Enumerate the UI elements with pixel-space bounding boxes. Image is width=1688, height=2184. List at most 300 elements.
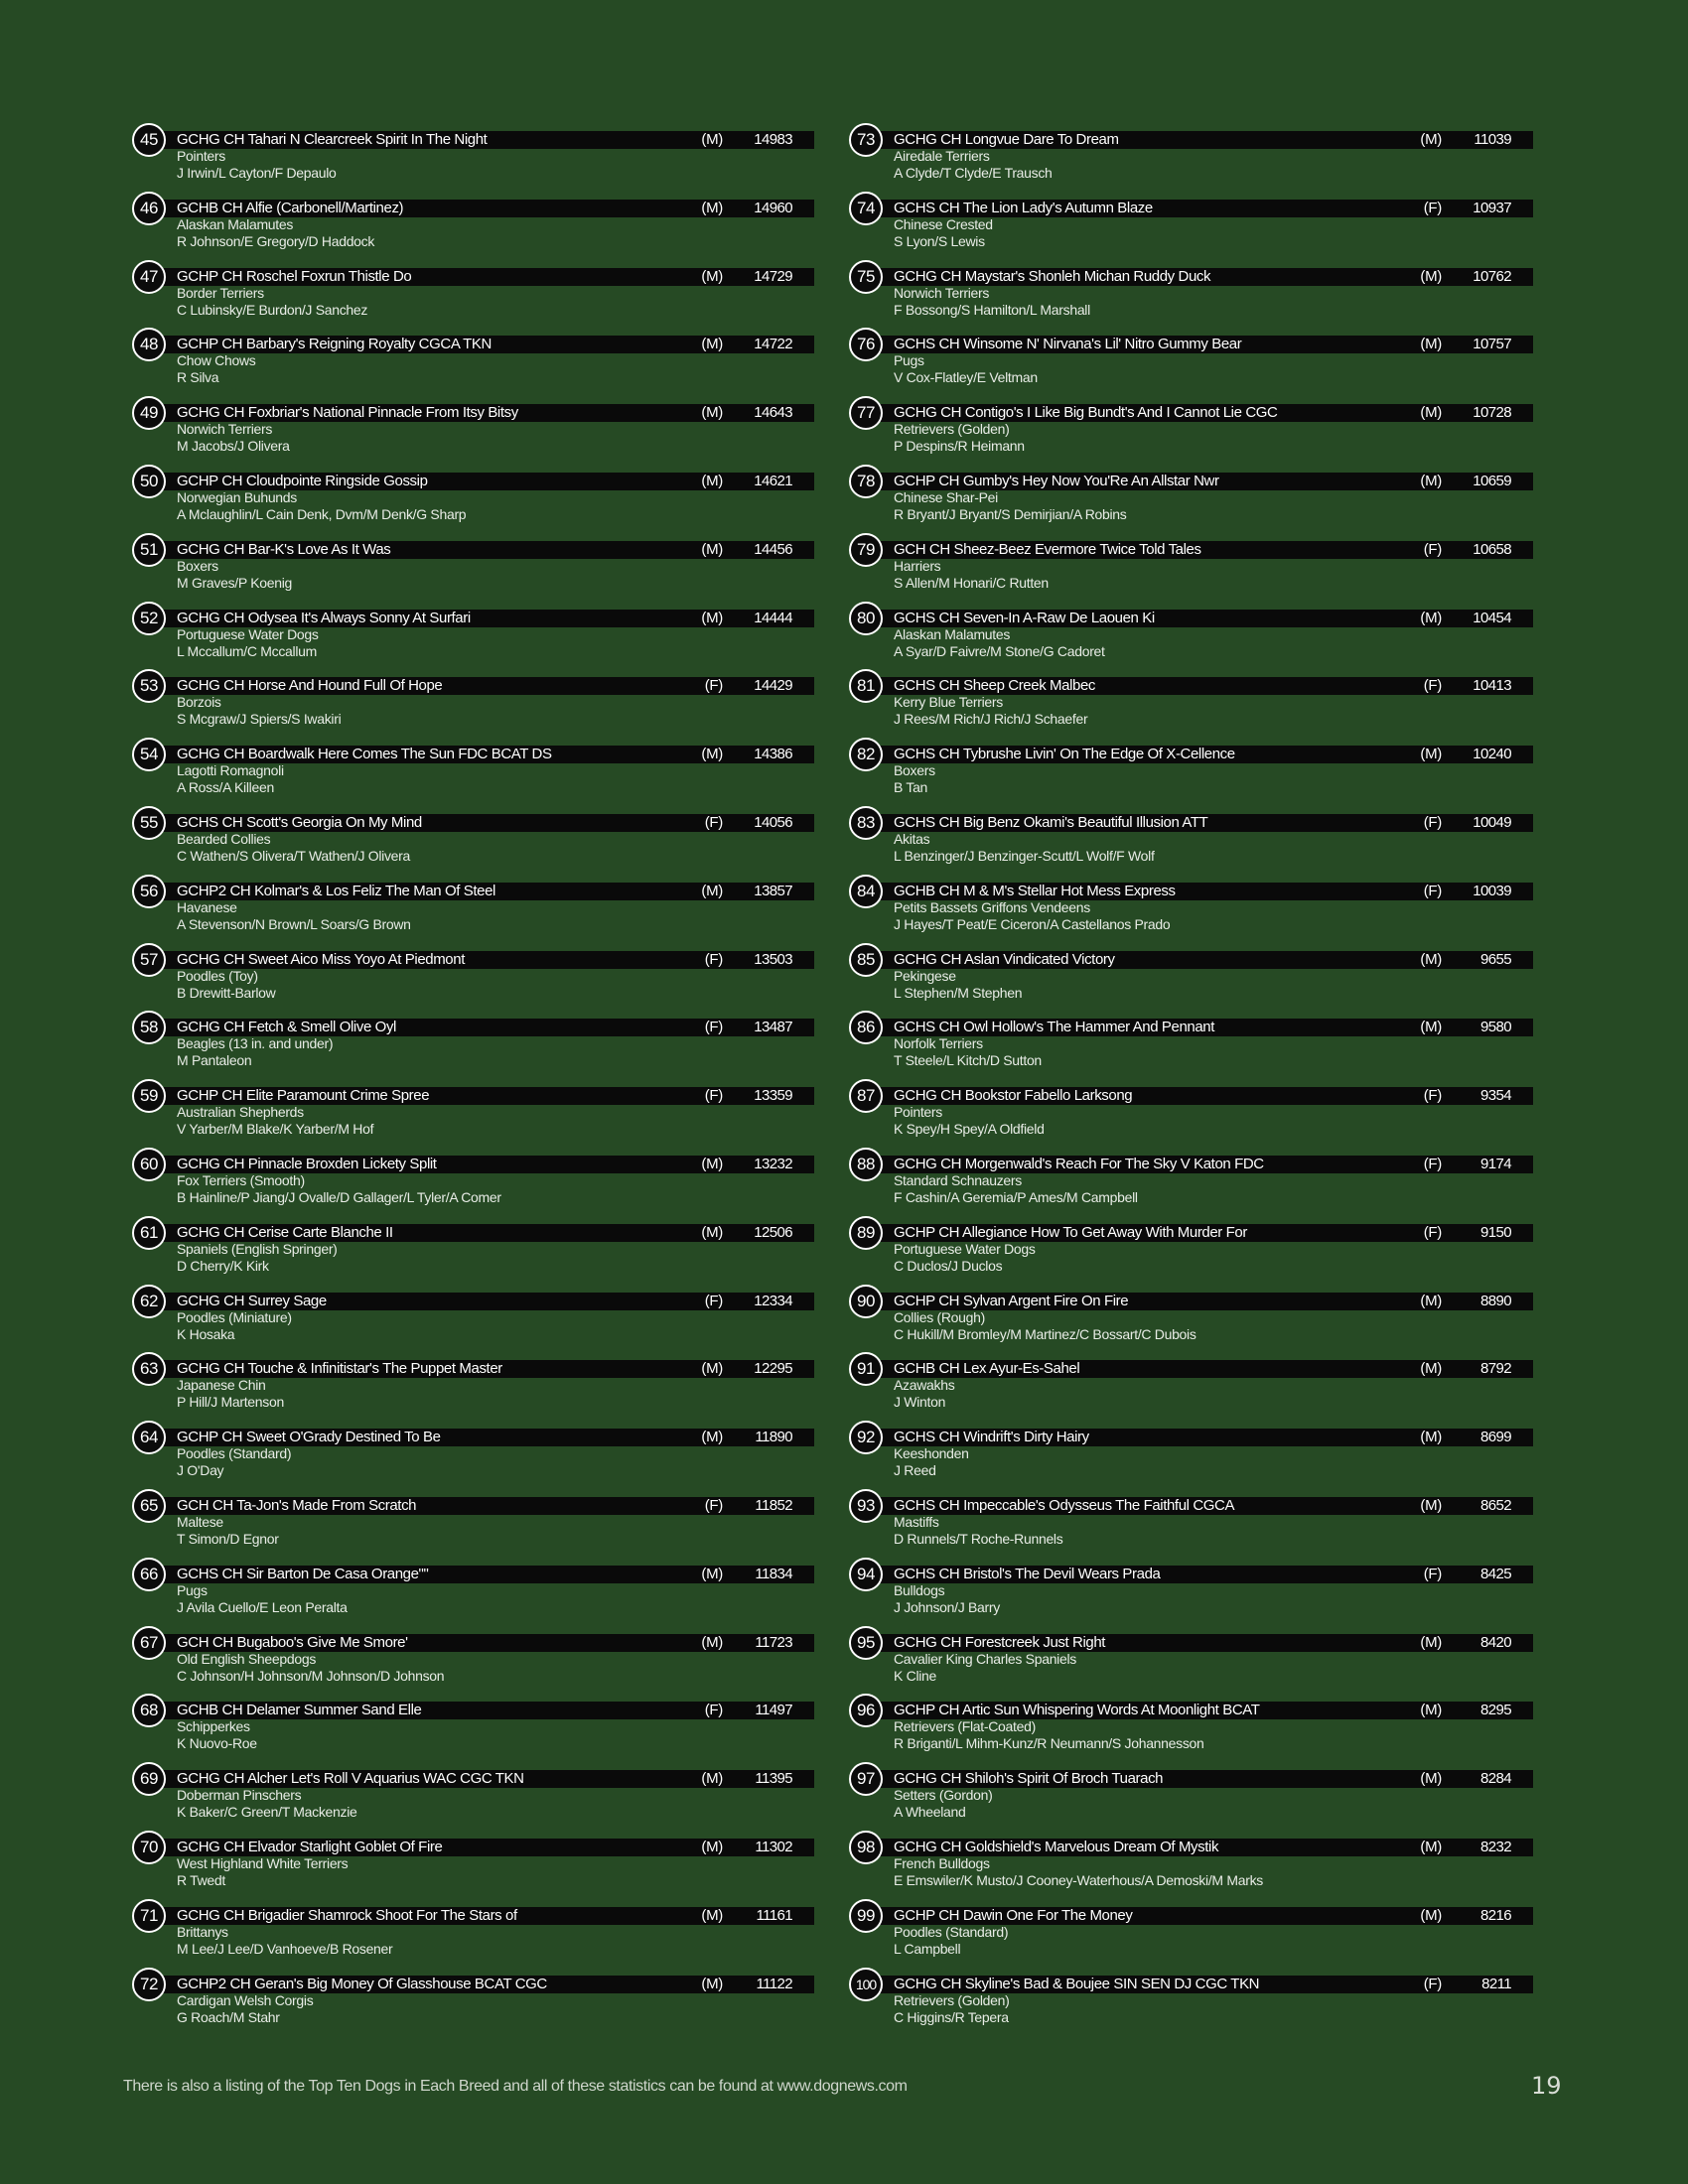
dog-name: GCH CH Ta-Jon's Made From Scratch: [177, 1496, 417, 1514]
rank-badge: 84: [849, 875, 883, 908]
dog-name: GCHP CH Artic Sun Whispering Words At Moonlight BCAT: [894, 1702, 1260, 1719]
points-value: 14960: [754, 199, 792, 216]
points-value: 11161: [756, 1906, 792, 1924]
sex-label: (M): [701, 131, 723, 148]
sex-label: (M): [701, 609, 723, 626]
ranking-entry: [129, 1489, 814, 1558]
points-value: 14056: [754, 813, 792, 831]
sex-label: (M): [701, 1770, 723, 1788]
owners-label: R Bryant/J Bryant/S Demirjian/A Robins: [894, 505, 1127, 522]
ranking-entry: [846, 875, 1533, 943]
points-value: 10659: [1473, 472, 1511, 489]
breed-label: Portuguese Water Dogs: [894, 1240, 1036, 1257]
rank-badge: 91: [849, 1352, 883, 1386]
sex-label: (F): [704, 950, 723, 968]
dog-name: GCHS CH Scott's Georgia On My Mind: [177, 813, 422, 831]
rank-badge: 95: [849, 1626, 883, 1660]
breed-label: Pointers: [894, 1104, 942, 1121]
breed-label: Keeshonden: [894, 1445, 969, 1462]
owners-label: B Drewitt-Barlow: [177, 984, 276, 1001]
sex-label: (F): [704, 1496, 723, 1514]
ranking-entry: [846, 1079, 1533, 1148]
owners-label: L Campbell: [894, 1940, 961, 1957]
breed-label: Kerry Blue Terriers: [894, 694, 1003, 711]
ranking-entry: [129, 1558, 814, 1626]
breed-label: Norwegian Buhunds: [177, 488, 297, 505]
points-value: 13857: [754, 882, 792, 899]
dog-name: GCHG CH Longvue Dare To Dream: [894, 131, 1119, 148]
breed-label: West Highland White Terriers: [177, 1854, 349, 1871]
ranking-entry: [846, 1968, 1533, 2036]
rank-badge: 66: [132, 1558, 166, 1591]
owners-label: C Duclos/J Duclos: [894, 1257, 1003, 1274]
owners-label: J Winton: [894, 1394, 946, 1411]
dog-name: GCHG CH Touche & Infinitistar's The Puppet Master: [177, 1360, 502, 1378]
rank-badge: 69: [132, 1762, 166, 1796]
breed-label: Borzois: [177, 694, 221, 711]
sex-label: (M): [1420, 1429, 1442, 1446]
owners-label: S Mcgraw/J Spiers/S Iwakiri: [177, 711, 342, 728]
dog-name: GCHG CH Goldshield's Marvelous Dream Of Mystik: [894, 1838, 1219, 1855]
breed-label: Beagles (13 in. and under): [177, 1035, 334, 1052]
ranking-entry: [846, 1694, 1533, 1762]
ranking-entry: [846, 669, 1533, 738]
sex-label: (M): [1420, 1496, 1442, 1514]
ranking-entry: [846, 806, 1533, 875]
rank-badge: 88: [849, 1148, 883, 1181]
points-value: 10937: [1473, 199, 1511, 216]
dog-name: GCHS CH Big Benz Okami's Beautiful Illusion ATT: [894, 813, 1208, 831]
dog-name: GCHP CH Gumby's Hey Now You'Re An Allstar Nwr: [894, 472, 1219, 489]
breed-label: Bearded Collies: [177, 830, 271, 847]
points-value: 12334: [754, 1292, 792, 1309]
rank-badge: 54: [132, 738, 166, 771]
ranking-entry: [846, 1421, 1533, 1489]
points-value: 8425: [1480, 1565, 1511, 1582]
rank-badge: 64: [132, 1421, 166, 1454]
sex-label: (M): [701, 1633, 723, 1651]
owners-label: T Simon/D Egnor: [177, 1530, 279, 1547]
points-value: 10039: [1473, 882, 1511, 899]
breed-label: Akitas: [894, 830, 930, 847]
sex-label: (F): [1423, 540, 1442, 558]
rank-badge: 87: [849, 1079, 883, 1113]
breed-label: Australian Shepherds: [177, 1104, 304, 1121]
sex-label: (M): [1420, 1702, 1442, 1719]
dog-name: GCHS CH The Lion Lady's Autumn Blaze: [894, 199, 1153, 216]
breed-label: Poodles (Toy): [177, 967, 258, 984]
dog-name: GCH CH Bugaboo's Give Me Smore': [177, 1633, 408, 1651]
dog-name: GCHG CH Aslan Vindicated Victory: [894, 950, 1115, 968]
points-value: 13487: [754, 1019, 792, 1036]
points-value: 10757: [1473, 336, 1511, 353]
ranking-entry: [129, 1899, 814, 1968]
owners-label: K Nuovo-Roe: [177, 1735, 257, 1752]
points-value: 8890: [1480, 1292, 1511, 1309]
sex-label: (F): [704, 1702, 723, 1719]
dog-name: GCH CH Sheez-Beez Evermore Twice Told Tales: [894, 540, 1201, 558]
ranking-entry: [129, 396, 814, 465]
rank-badge: 80: [849, 602, 883, 635]
rank-badge: 99: [849, 1899, 883, 1933]
sex-label: (F): [1423, 813, 1442, 831]
dog-name: GCHG CH Shiloh's Spirit Of Broch Tuarach: [894, 1770, 1164, 1788]
sex-label: (M): [1420, 1360, 1442, 1378]
ranking-entry: [129, 1968, 814, 2036]
page-number: 19: [1531, 2072, 1562, 2100]
ranking-entry: [846, 396, 1533, 465]
dog-name: GCHG CH Tahari N Clearcreek Spirit In The Night: [177, 131, 488, 148]
ranking-entry: [846, 192, 1533, 260]
owners-label: E Emswiler/K Musto/J Cooney-Waterhous/A Demoski/M Marks: [894, 1871, 1263, 1888]
breed-label: Poodles (Standard): [894, 1923, 1009, 1940]
points-value: 8699: [1480, 1429, 1511, 1446]
ranking-entry: [129, 533, 814, 602]
points-value: 8295: [1480, 1702, 1511, 1719]
sex-label: (F): [704, 1019, 723, 1036]
ranking-entry: [846, 1558, 1533, 1626]
ranking-entry: [846, 123, 1533, 192]
points-value: 11497: [755, 1702, 792, 1719]
owners-label: V Cox-Flatley/E Veltman: [894, 369, 1038, 386]
rank-badge: 52: [132, 602, 166, 635]
owners-label: C Higgins/R Tepera: [894, 2008, 1009, 2025]
dog-name: GCHP CH Sylvan Argent Fire On Fire: [894, 1292, 1129, 1309]
points-value: 14444: [754, 609, 792, 626]
ranking-entry: [129, 260, 814, 329]
ranking-entry: [129, 1831, 814, 1899]
rank-badge: 94: [849, 1558, 883, 1591]
points-value: 11302: [755, 1838, 792, 1855]
points-value: 9580: [1480, 1019, 1511, 1036]
sex-label: (M): [1420, 746, 1442, 763]
rank-badge: 75: [849, 260, 883, 294]
breed-label: Poodles (Miniature): [177, 1308, 292, 1325]
owners-label: K Baker/C Green/T Mackenzie: [177, 1804, 357, 1821]
owners-label: R Silva: [177, 369, 219, 386]
sex-label: (M): [701, 746, 723, 763]
dog-name: GCHS CH Windrift's Dirty Hairy: [894, 1429, 1089, 1446]
dog-name: GCHG CH Bar-K's Love As It Was: [177, 540, 391, 558]
dog-name: GCHG CH Forestcreek Just Right: [894, 1633, 1106, 1651]
points-value: 8211: [1481, 1975, 1511, 1992]
sex-label: (M): [701, 267, 723, 285]
breed-label: Boxers: [177, 557, 218, 574]
breed-label: Doberman Pinschers: [177, 1787, 302, 1804]
ranking-entry: [129, 1216, 814, 1285]
dog-name: GCHS CH Bristol's The Devil Wears Prada: [894, 1565, 1161, 1582]
rank-badge: 62: [132, 1285, 166, 1318]
points-value: 8284: [1480, 1770, 1511, 1788]
sex-label: (F): [1423, 1223, 1442, 1241]
rank-badge: 79: [849, 533, 883, 567]
sex-label: (F): [1423, 882, 1442, 899]
breed-label: Harriers: [894, 557, 941, 574]
owners-label: J Rees/M Rich/J Rich/J Schaefer: [894, 711, 1088, 728]
rank-badge: 55: [132, 806, 166, 840]
dog-name: GCHG CH Maystar's Shonleh Michan Ruddy Duck: [894, 267, 1211, 285]
dog-name: GCHG CH Pinnacle Broxden Lickety Split: [177, 1155, 437, 1172]
sex-label: (M): [1420, 609, 1442, 626]
rank-badge: 83: [849, 806, 883, 840]
sex-label: (M): [1420, 267, 1442, 285]
points-value: 14983: [754, 131, 792, 148]
breed-label: Azawakhs: [894, 1377, 955, 1394]
owners-label: J Reed: [894, 1462, 936, 1479]
owners-label: C Hukill/M Bromley/M Martinez/C Bossart/C Dubois: [894, 1325, 1196, 1342]
points-value: 14722: [754, 336, 792, 353]
sex-label: (M): [701, 1155, 723, 1172]
ranking-entry: [846, 465, 1533, 533]
sex-label: (M): [1420, 950, 1442, 968]
rank-badge: 47: [132, 260, 166, 294]
breed-label: Boxers: [894, 762, 935, 779]
points-value: 9150: [1480, 1223, 1511, 1241]
points-value: 9174: [1480, 1155, 1511, 1172]
sex-label: (F): [1423, 199, 1442, 216]
breed-label: Chow Chows: [177, 352, 256, 369]
owners-label: G Roach/M Stahr: [177, 2008, 280, 2025]
ranking-entry: [846, 943, 1533, 1012]
sex-label: (F): [704, 1292, 723, 1309]
ranking-entry: [129, 1011, 814, 1079]
sex-label: (M): [701, 882, 723, 899]
points-value: 11834: [755, 1565, 792, 1582]
owners-label: P Hill/J Martenson: [177, 1394, 284, 1411]
rank-badge: 86: [849, 1011, 883, 1044]
breed-label: Petits Bassets Griffons Vendeens: [894, 898, 1090, 915]
breed-label: Pekingese: [894, 967, 956, 984]
ranking-entry: [129, 602, 814, 670]
points-value: 8652: [1480, 1496, 1511, 1514]
owners-label: B Tan: [894, 779, 928, 796]
breed-label: Poodles (Standard): [177, 1445, 292, 1462]
dog-name: GCHG CH Skyline's Bad & Boujee SIN SEN DJ CGC TKN: [894, 1975, 1260, 1992]
points-value: 10728: [1473, 404, 1511, 422]
breed-label: Pugs: [177, 1581, 208, 1598]
owners-label: J Hayes/T Peat/E Ciceron/A Castellanos Prado: [894, 915, 1171, 932]
rank-badge: 49: [132, 396, 166, 430]
rank-badge: 57: [132, 943, 166, 977]
ranking-entry: [846, 1011, 1533, 1079]
breed-label: Lagotti Romagnoli: [177, 762, 284, 779]
owners-label: A Mclaughlin/L Cain Denk, Dvm/M Denk/G Sharp: [177, 505, 467, 522]
ranking-entry: [846, 533, 1533, 602]
breed-label: Mastiffs: [894, 1513, 939, 1530]
breed-label: Cardigan Welsh Corgis: [177, 1991, 314, 2008]
dog-name: GCHS CH Sheep Creek Malbec: [894, 677, 1096, 695]
ranking-entry: [846, 328, 1533, 396]
sex-label: (M): [701, 1223, 723, 1241]
breed-label: Pointers: [177, 148, 225, 164]
breed-label: Alaskan Malamutes: [177, 215, 294, 232]
ranking-entry: [129, 328, 814, 396]
ranking-entry: [129, 1421, 814, 1489]
points-value: 10240: [1473, 746, 1511, 763]
rank-badge: 50: [132, 465, 166, 498]
points-value: 13359: [754, 1087, 792, 1105]
dog-name: GCHG CH Horse And Hound Full Of Hope: [177, 677, 443, 695]
rankings-column-left: [129, 123, 814, 2035]
dog-name: GCHP CH Elite Paramount Crime Spree: [177, 1087, 430, 1105]
rank-badge: 72: [132, 1968, 166, 2001]
sex-label: (M): [1420, 1906, 1442, 1924]
points-value: 14621: [754, 472, 792, 489]
owners-label: M Jacobs/J Olivera: [177, 438, 290, 455]
owners-label: A Clyde/T Clyde/E Trausch: [894, 165, 1053, 181]
owners-label: S Lyon/S Lewis: [894, 232, 985, 249]
dog-name: GCHS CH Impeccable's Odysseus The Faithful CGCA: [894, 1496, 1235, 1514]
rank-badge: 82: [849, 738, 883, 771]
ranking-entry: [129, 1079, 814, 1148]
ranking-entry: [846, 1899, 1533, 1968]
sex-label: (M): [1420, 1292, 1442, 1309]
dog-name: GCHP2 CH Geran's Big Money Of Glasshouse BCAT CGC: [177, 1975, 547, 1992]
dog-name: GCHG CH Surrey Sage: [177, 1292, 327, 1309]
rank-badge: 93: [849, 1489, 883, 1523]
ranking-entry: [129, 738, 814, 806]
ranking-entry: [129, 669, 814, 738]
breed-label: Chinese Shar-Pei: [894, 488, 998, 505]
ranking-entry: [129, 1352, 814, 1421]
owners-label: B Hainline/P Jiang/J Ovalle/D Gallager/L Tyler/A Comer: [177, 1188, 501, 1205]
breed-label: Brittanys: [177, 1923, 228, 1940]
rank-badge: 51: [132, 533, 166, 567]
sex-label: (M): [1420, 336, 1442, 353]
breed-label: Bulldogs: [894, 1581, 945, 1598]
rank-badge: 67: [132, 1626, 166, 1660]
rank-badge: 81: [849, 669, 883, 703]
ranking-entry: [129, 806, 814, 875]
dog-name: GCHG CH Bookstor Fabello Larksong: [894, 1087, 1133, 1105]
rank-badge: 60: [132, 1148, 166, 1181]
owners-label: T Steele/L Kitch/D Sutton: [894, 1052, 1042, 1069]
owners-label: M Graves/P Koenig: [177, 574, 293, 591]
dog-name: GCHG CH Odysea It's Always Sonny At Surfari: [177, 609, 471, 626]
rank-badge: 78: [849, 465, 883, 498]
breed-label: Fox Terriers (Smooth): [177, 1171, 305, 1188]
dog-name: GCHG CH Fetch & Smell Olive Oyl: [177, 1019, 396, 1036]
points-value: 10049: [1473, 813, 1511, 831]
breed-label: Border Terriers: [177, 284, 264, 301]
rank-badge: 65: [132, 1489, 166, 1523]
points-value: 10658: [1473, 540, 1511, 558]
rank-badge: 45: [132, 123, 166, 157]
sex-label: (M): [1420, 131, 1442, 148]
points-value: 13232: [754, 1155, 792, 1172]
dog-name: GCHS CH Seven-In A-Raw De Laouen Ki: [894, 609, 1155, 626]
dog-name: GCHB CH Alfie (Carbonell/Martinez): [177, 199, 404, 216]
sex-label: (M): [1420, 404, 1442, 422]
breed-label: Spaniels (English Springer): [177, 1240, 338, 1257]
points-value: 8792: [1480, 1360, 1511, 1378]
rank-badge: 53: [132, 669, 166, 703]
breed-label: Retrievers (Flat-Coated): [894, 1718, 1036, 1735]
ranking-entry: [846, 1148, 1533, 1216]
points-value: 11395: [755, 1770, 792, 1788]
points-value: 10454: [1473, 609, 1511, 626]
rank-badge: 92: [849, 1421, 883, 1454]
footer-note: There is also a listing of the Top Ten Dogs in Each Breed and all of these statistics can be found at www.dognews.com: [123, 2078, 908, 2095]
dog-name: GCHG CH Elvador Starlight Goblet Of Fire: [177, 1838, 443, 1855]
breed-label: Schipperkes: [177, 1718, 250, 1735]
sex-label: (F): [1423, 677, 1442, 695]
sex-label: (M): [701, 1838, 723, 1855]
breed-label: Retrievers (Golden): [894, 1991, 1010, 2008]
points-value: 13503: [754, 950, 792, 968]
rank-badge: 85: [849, 943, 883, 977]
sex-label: (M): [701, 1975, 723, 1992]
owners-label: F Bossong/S Hamilton/L Marshall: [894, 301, 1090, 318]
owners-label: S Allen/M Honari/C Rutten: [894, 574, 1049, 591]
sex-label: (M): [701, 199, 723, 216]
sex-label: (M): [701, 1429, 723, 1446]
rank-badge: 63: [132, 1352, 166, 1386]
dog-name: GCHS CH Sir Barton De Casa Orange"": [177, 1565, 429, 1582]
breed-label: Norwich Terriers: [177, 421, 273, 438]
points-value: 9655: [1480, 950, 1511, 968]
owners-label: J Johnson/J Barry: [894, 1598, 1000, 1615]
rank-badge: 71: [132, 1899, 166, 1933]
dog-name: GCHG CH Contigo's I Like Big Bundt's And I Cannot Lie CGC: [894, 404, 1278, 422]
dog-name: GCHP CH Barbary's Reigning Royalty CGCA TKN: [177, 336, 492, 353]
points-value: 11890: [755, 1429, 792, 1446]
owners-label: L Benzinger/J Benzinger-Scutt/L Wolf/F Wolf: [894, 847, 1155, 864]
sex-label: (F): [704, 813, 723, 831]
sex-label: (F): [1423, 1565, 1442, 1582]
ranking-entry: [846, 260, 1533, 329]
points-value: 11852: [755, 1496, 792, 1514]
breed-label: Maltese: [177, 1513, 223, 1530]
owners-label: D Runnels/T Roche-Runnels: [894, 1530, 1063, 1547]
dog-name: GCHB CH M & M's Stellar Hot Mess Express: [894, 882, 1176, 899]
sex-label: (F): [1423, 1155, 1442, 1172]
sex-label: (M): [1420, 1770, 1442, 1788]
rank-badge: 77: [849, 396, 883, 430]
points-value: 12506: [754, 1223, 792, 1241]
points-value: 10413: [1473, 677, 1511, 695]
points-value: 14729: [754, 267, 792, 285]
points-value: 10762: [1473, 267, 1511, 285]
dog-name: GCHP CH Sweet O'Grady Destined To Be: [177, 1429, 441, 1446]
ranking-entry: [846, 602, 1533, 670]
sex-label: (M): [701, 1360, 723, 1378]
breed-label: Japanese Chin: [177, 1377, 266, 1394]
breed-label: Collies (Rough): [894, 1308, 985, 1325]
ranking-entry: [846, 1831, 1533, 1899]
ranking-entry: [846, 1626, 1533, 1695]
dog-name: GCHS CH Tybrushe Livin' On The Edge Of X-Cellence: [894, 746, 1235, 763]
dog-name: GCHG CH Alcher Let's Roll V Aquarius WAC CGC TKN: [177, 1770, 524, 1788]
owners-label: R Twedt: [177, 1871, 225, 1888]
dog-name: GCHG CH Boardwalk Here Comes The Sun FDC BCAT DS: [177, 746, 552, 763]
breed-label: Portuguese Water Dogs: [177, 625, 319, 642]
points-value: 8420: [1480, 1633, 1511, 1651]
breed-label: Cavalier King Charles Spaniels: [894, 1650, 1076, 1667]
ranking-entry: [846, 1352, 1533, 1421]
sex-label: (M): [1420, 1838, 1442, 1855]
sex-label: (M): [701, 1906, 723, 1924]
owners-label: J O'Day: [177, 1462, 224, 1479]
owners-label: J Avila Cuello/E Leon Peralta: [177, 1598, 348, 1615]
points-value: 14386: [754, 746, 792, 763]
dog-name: GCHP2 CH Kolmar's & Los Feliz The Man Of Steel: [177, 882, 495, 899]
breed-label: Alaskan Malamutes: [894, 625, 1011, 642]
rankings-column-right: [846, 123, 1533, 2035]
breed-label: Norwich Terriers: [894, 284, 990, 301]
rank-badge: 73: [849, 123, 883, 157]
breed-label: Chinese Crested: [894, 215, 993, 232]
